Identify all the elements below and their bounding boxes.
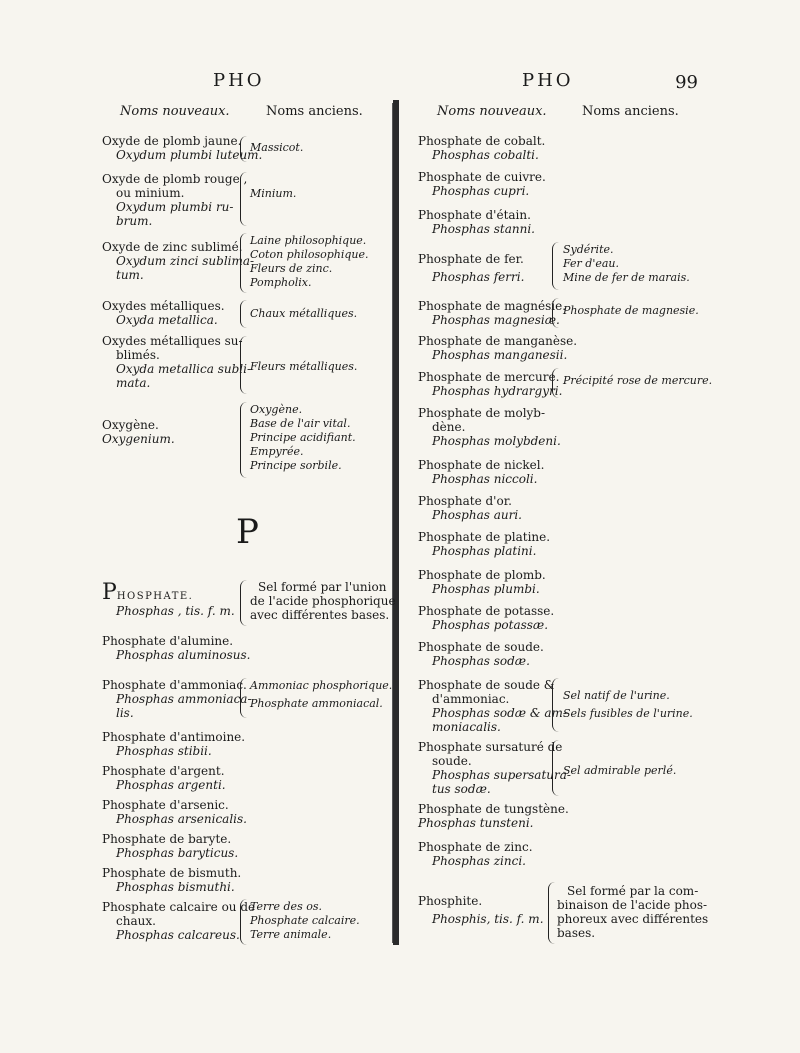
entry-phosphate-baryte: Phosphate de baryte. Phosphas baryticus. — [102, 832, 239, 860]
entry-phosphate-mercure: Phosphate de mercure. Phosphas hydrargyri. — [418, 370, 563, 398]
brace — [240, 136, 247, 162]
entry-phosphate-or: Phosphate d'or. Phosphas auri. — [418, 494, 522, 522]
entry-phosphate-alumine: Phosphate d'alumine. Phosphas aluminosus. — [102, 634, 251, 662]
entry-phosphate-fer: Phosphate de fer. Phosphas ferri. — [418, 252, 525, 284]
brace — [552, 678, 559, 732]
entry-phosphate-potasse: Phosphate de potasse. Phosphas potassæ. — [418, 604, 555, 632]
definition-note: Sel formé par l'union de l'acide phosphorique avec différentes bases. — [250, 580, 396, 622]
brace — [240, 899, 247, 945]
brace — [552, 740, 559, 796]
entry-phosphate-etain: Phosphate d'étain. Phosphas stanni. — [418, 208, 535, 236]
old-names: Sydérite. Fer d'eau. Mine de fer de marais. — [563, 243, 690, 284]
running-head-left: PHO — [213, 70, 265, 91]
brace — [240, 580, 247, 626]
old-names: Massicot. — [250, 141, 304, 154]
entry-phosphate-soude: Phosphate de soude. Phosphas sodæ. — [418, 640, 544, 668]
page-number: 99 — [675, 72, 698, 93]
brace — [552, 242, 559, 290]
old-names: Minium. — [250, 187, 297, 200]
entry-phosphate-molybdene: Phosphate de molyb- dène. Phosphas molybdeni. — [418, 406, 561, 448]
entry-phosphate-cobalt: Phosphate de cobalt. Phosphas cobalti. — [418, 134, 546, 162]
entry-phosphate-platine: Phosphate de platine. Phosphas platini. — [418, 530, 551, 558]
entry-phosphate-nickel: Phosphate de nickel. Phosphas niccoli. — [418, 458, 545, 486]
definition-note: Sel formé par la com- binaison de l'acide phos- phoreux avec différentes bases. — [557, 884, 709, 940]
column-header-new-right: Noms nouveaux. — [437, 104, 547, 119]
column-rule-fine — [392, 103, 393, 943]
column-header-new-left: Noms nouveaux. — [120, 104, 230, 119]
brace — [240, 402, 247, 478]
column-header-old-right: Noms anciens. — [582, 104, 679, 119]
entry-oxyde-plomb-jaune: Oxyde de plomb jaune. Oxydum plumbi luteum. — [102, 134, 263, 162]
entry-phosphate-magnesie: Phosphate de magnésie. Phosphas magnesiæ. — [418, 299, 567, 327]
entry-phosphate-ammoniac: Phosphate d'ammoniac. Phosphas ammoniaca- lis. — [102, 678, 252, 720]
old-names: Laine philosophique. Coton philosophique. Fleurs de zinc. Pompholix. — [250, 234, 369, 289]
old-names: Chaux métalliques. — [250, 307, 358, 320]
brace — [548, 882, 555, 944]
brace — [552, 368, 559, 398]
running-head-right: PHO — [522, 70, 574, 91]
brace — [240, 172, 247, 226]
column-header-old-left: Noms anciens. — [266, 104, 363, 119]
old-names: Oxygène. Base de l'air vital. Principe acidifiant. Empyrée. Principe sorbile. — [250, 403, 356, 472]
brace — [240, 678, 247, 718]
old-names: Ammoniac phosphorique. Phosphate ammoniacal. — [250, 679, 393, 710]
entry-phosphate-antimoine: Phosphate d'antimoine. Phosphas stibii. — [102, 730, 246, 758]
brace — [552, 298, 559, 328]
column-rule — [393, 100, 399, 945]
entry-phosphate-plomb: Phosphate de plomb. Phosphas plumbi. — [418, 568, 546, 596]
brace — [240, 300, 247, 328]
entry-phosphate-manganese: Phosphate de manganèse. Phosphas manganesii. — [418, 334, 578, 362]
old-names: Phosphate de magnesie. — [563, 304, 699, 317]
entry-phosphate: PHOSPHATE. Phosphas , tis. f. m. — [102, 580, 235, 618]
entry-oxydes-metalliques-sublimes: Oxydes métalliques su- blimés. Oxyda metallica subli- mata. — [102, 334, 251, 390]
entry-phosphate-tungstene: Phosphate de tungstène. Phosphas tunsteni. — [418, 802, 569, 830]
brace — [240, 336, 247, 394]
entry-phosphate-sursature: Phosphate sursaturé de soude. Phosphas supersatura- tus sodæ. — [418, 740, 571, 796]
old-names: Terre des os. Phosphate calcaire. Terre animale. — [250, 900, 360, 941]
old-names: Sel natif de l'urine. Sels fusibles de l'urine. — [563, 689, 693, 720]
section-letter: P — [236, 512, 259, 552]
entry-phosphate-cuivre: Phosphate de cuivre. Phosphas cupri. — [418, 170, 546, 198]
entry-oxydes-metalliques: Oxydes métalliques. Oxyda metallica. — [102, 299, 225, 327]
brace — [240, 233, 247, 293]
old-names: Sel admirable perlé. — [563, 764, 677, 777]
entry-phosphate-soude-ammoniac: Phosphate de soude & d'ammoniac. Phosphas sodæ & am- moniacalis. — [418, 678, 567, 734]
old-names: Fleurs métalliques. — [250, 360, 358, 373]
entry-phosphate-arsenic: Phosphate d'arsenic. Phosphas arsenicalis. — [102, 798, 247, 826]
entry-oxyde-plomb-rouge: Oxyde de plomb rouge , ou minium. Oxydum plumbi ru- brum. — [102, 172, 248, 228]
entry-phosphate-bismuth: Phosphate de bismuth. Phosphas bismuthi. — [102, 866, 242, 894]
entry-phosphate-argent: Phosphate d'argent. Phosphas argenti. — [102, 764, 226, 792]
entry-oxyde-zinc: Oxyde de zinc sublimé. Oxydum zinci sublima- tum. — [102, 240, 255, 282]
entry-phosphate-zinc: Phosphate de zinc. Phosphas zinci. — [418, 840, 533, 868]
entry-oxygene: Oxygène. Oxygenium. — [102, 418, 175, 446]
old-names: Précipité rose de mercure. — [563, 374, 713, 387]
entry-phosphate-calcaire: Phosphate calcaire ou de chaux. Phosphas calcareus. — [102, 900, 256, 942]
entry-phosphite: Phosphite. Phosphis, tis. f. m. — [418, 894, 544, 926]
